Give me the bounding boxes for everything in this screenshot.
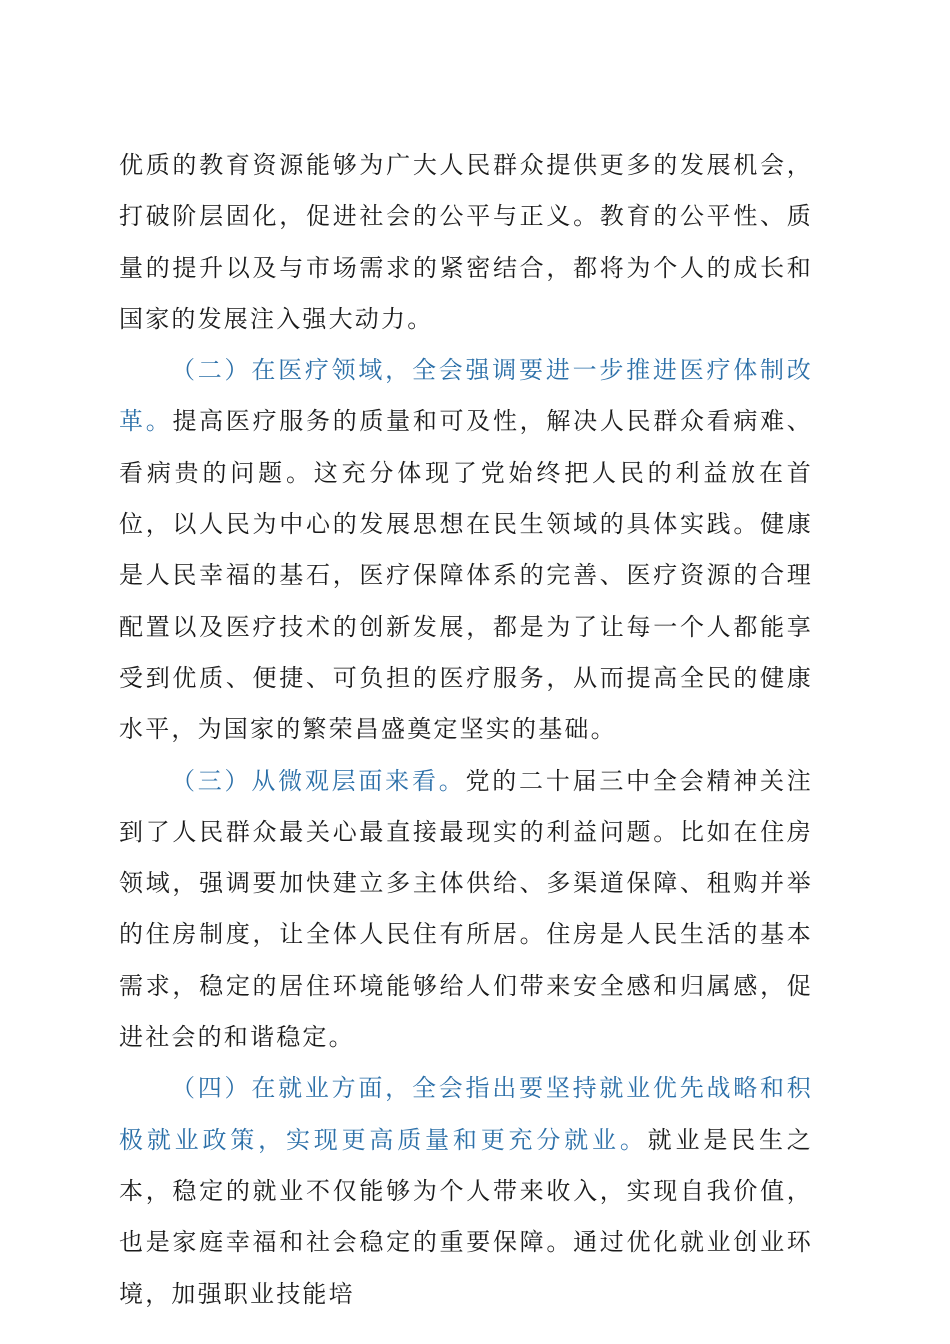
paragraph-medical [119, 345, 813, 755]
paragraph-micro-level [119, 756, 813, 1064]
paragraph-text: 优质的教育资源能够为广大人民群众提供更多的发展机会，打破阶层固化，促进社会的公平与正义。教育的公平性、质量的提升以及与市场需求的紧密结合，都将为个人的成长和国家的发展注入强大动力。 [119, 151, 813, 333]
section-heading-micro-level: （三）从微观层面来看。 [171, 766, 466, 795]
document-body [119, 140, 813, 1320]
paragraph-text: 就业是民生之本，稳定的就业不仅能够为个人带来收入，实现自我价值，也是家庭幸福和社会稳定的重要保障。通过优化就业创业环境，加强职业技能培 [119, 1125, 813, 1308]
paragraph-text: 党的二十届三中全会精神关注到了人民群众最关心最直接最现实的利益问题。比如在住房领域，强调要加快建立多主体供给、多渠道保障、租购并举的住房制度，让全体人民住有所居。住房是人民生活的基本需求，稳定的居住环境能够给人们带来安全感和归属感，促进社会的和谐稳定。 [119, 766, 813, 1052]
section-heading-employment: （四）在就业方面，全会指出要坚持就业优先战略和积极就业政策，实现更高质量和更充分就业。 [119, 1074, 813, 1154]
paragraph-education-continued [119, 140, 813, 345]
section-heading-medical: （二）在医疗领域，全会强调要进一步推进医疗体制改革。 [119, 356, 813, 436]
paragraph-text: 提高医疗服务的质量和可及性，解决人民群众看病难、看病贵的问题。这充分体现了党始终把人民的利益放在首位，以人民为中心的发展思想在民生领域的具体实践。健康是人民幸福的基石，医疗保障体系的完善、医疗资源的合理配置以及医疗技术的创新发展，都是为了让每一个人都能享受到优质、便捷、可负担的医疗服务，从而提高全民的健康水平，为国家的繁荣昌盛奠定坚实的基础。 [119, 407, 813, 744]
paragraph-employment [119, 1063, 813, 1319]
